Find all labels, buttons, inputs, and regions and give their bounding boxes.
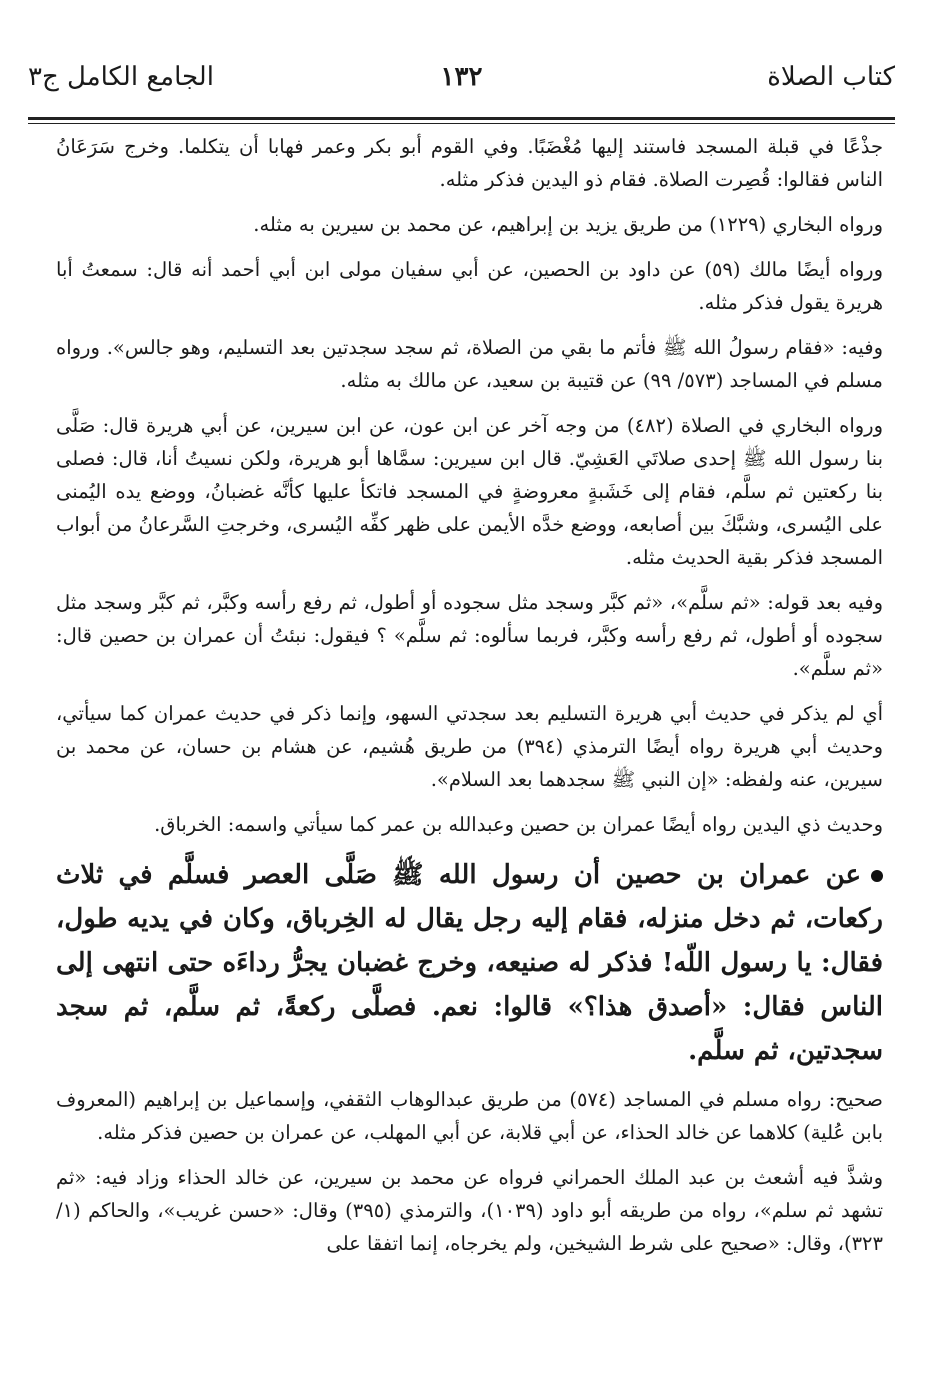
paragraph: أي لم يذكر في حديث أبي هريرة التسليم بعد سجدتي السهو، وإنما ذكر في حديث عمران كما سيأتي، وحديث أبي هريرة رواه أيضًا الترمذي (٣٩٤) من طريق هُشيم، عن هشام بن حسان، عن محمد بن سيرين، عنه ولفظه: «إن النبي ﷺ سجدهما بعد السلام». [56, 702, 883, 791]
header-rule-thin [28, 123, 895, 124]
paragraph: ورواه البخاري (١٢٢٩) من طريق يزيد بن إبراهيم، عن محمد بن سيرين به مثله. [253, 213, 883, 236]
page-header [28, 62, 895, 108]
header-rule [28, 117, 895, 120]
paragraph: ورواه أيضًا مالك (٥٩) عن داود بن الحصين، عن أبي سفيان مولى ابن أبي أحمد أنه قال: سمعتُ أبا هريرة يقول فذكر مثله. [56, 258, 884, 314]
book-title: كتاب الصلاة [767, 62, 895, 92]
page-number: ١٣٢ [440, 62, 483, 92]
paragraph: ورواه البخاري في الصلاة (٤٨٢) من وجه آخر عن ابن عون، عن ابن سيرين، عن أبي هريرة قال: صَلَّى بنا رسول الله ﷺ إحدى صلاتَي العَشِيّ. قال ابن سيرين: سمَّاها أبو هريرة، ولكن نسيتُ أنا، قال: فصلى بنا ركعتين ثم سلَّم، فقام إلى خَشَبةٍ معروضةٍ في المسجد فاتكأ عليها كأنَّه غضبانُ، ووضع يده اليُمنى على اليُسرى، وشبَّكَ بين أصابعه، ووضع خدَّه الأيمن على ظهر كفِّه اليُسرى، وخرجتِ السَّرعانُ من أبواب المسجد فذكر بقية الحديث مثله. [56, 414, 883, 569]
collection-title: الجامع الكامل ج٣ [28, 62, 214, 92]
page-body [56, 130, 883, 1272]
hadith-body: عن عمران بن حصين أن رسول الله ﷺ صَلَّى العصر فسلَّم في ثلاث ركعات، ثم دخل منزله، فقام إليه رجل يقال له الخِرباق، وكان في يديه طول، فقال: يا رسول اللّه! فذكر له صنيعه، وخرج غضبان يجرُّ رداءَه حتى انتهى إلى الناس فقال: «أصدق هذا؟» قالوا: نعم. فصلَّى ركعةً، ثم سلَّم، ثم سجد سجدتين، ثم سلَّم. [56, 860, 883, 1066]
paragraph: وفيه: «فقام رسولُ الله ﷺ فأتم ما بقي من الصلاة، ثم سجد سجدتين بعد التسليم، وهو جالس». ورواه مسلم في المساجد (٥٧٣/ ٩٩) عن قتيبة بن سعيد، عن مالك به مثله. [56, 336, 883, 392]
paragraph: وحديث ذي اليدين رواه أيضًا عمران بن حصين وعبدالله بن عمر كما سيأتي واسمه: الخرباق. [154, 813, 883, 836]
paragraph: جذْعًا في قبلة المسجد فاستند إليها مُغْضَبًا. وفي القوم أبو بكر وعمر فهابا أن يتكلما. وخرج سَرَعَانُ الناس فقالوا: قُصِرت الصلاة. فقام ذو اليدين فذكر مثله. [56, 135, 883, 191]
paragraph: صحيح: رواه مسلم في المساجد (٥٧٤) من طريق عبدالوهاب الثقفي، وإسماعيل بن إبراهيم (المعروف بابن عُلية) كلاهما عن خالد الحذاء، عن أبي قلابة، عن أبي المهلب، عن عمران بن حصين فذكر مثله. [56, 1088, 883, 1144]
paragraph: وشذَّ فيه أشعث بن عبد الملك الحمراني فرواه عن محمد بن سيرين، عن خالد الحذاء وزاد فيه: «ثم تشهد ثم سلم»، رواه من طريقه أبو داود (١٠٣٩)، والترمذي (٣٩٥) وقال: «حسن غريب»، والحاكم (١/ ٣٢٣)، وقال: «صحيح على شرط الشيخين، ولم يخرجاه، إنما اتفقا على [56, 1166, 884, 1255]
paragraph: وفيه بعد قوله: «ثم سلَّم»، «ثم كبَّر وسجد مثل سجوده أو أطول، ثم رفع رأسه وكبَّر، ثم كبَّر وسجد مثل سجوده أو أطول، ثم رفع رأسه وكبَّر، فربما سألوه: ثم سلَّم» ؟ فيقول: نبئتُ أن عمران بن حصين قال: «ثم سلَّم». [56, 591, 883, 680]
hadith-text [56, 853, 883, 1073]
bullet-icon [871, 870, 883, 882]
